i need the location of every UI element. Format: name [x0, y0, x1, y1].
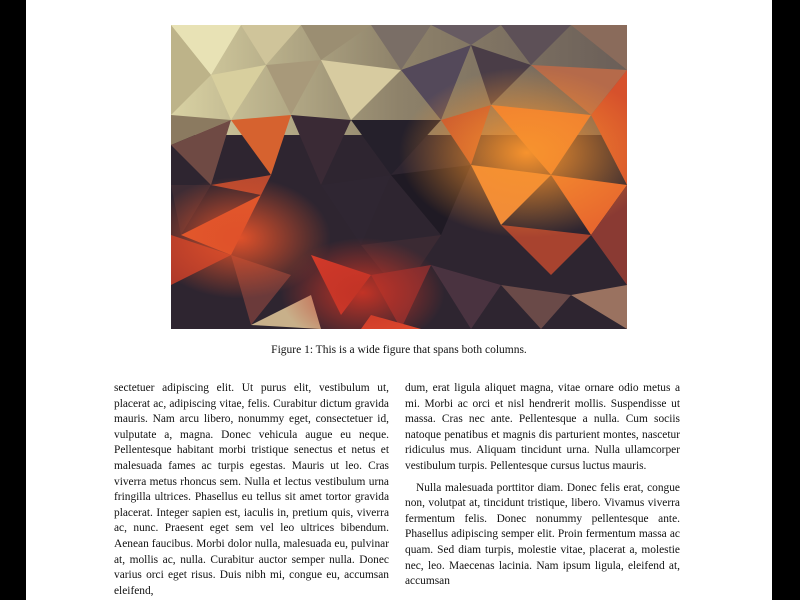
- paragraph: Nulla malesuada porttitor diam. Donec felis erat, congue non, volutpat at, tincidunt tristique, libero. Vivamus viverra fermentum felis. Donec nonummy pellentesque ante. Phasellus adipiscing semper elit. Proin fermentum massa ac quam. Sed diam turpis, molestie vitae, placerat a, molestie nec, leo. Maecenas lacinia. Nam ipsum ligula, eleifend at, accumsan: [405, 481, 680, 588]
- document-page: [26, 0, 772, 600]
- paragraph: dum, erat ligula aliquet magna, vitae ornare odio metus a mi. Morbi ac orci et nisl hendrerit mollis. Suspendisse ut massa. Cras nec ante. Pellentesque a nulla. Cum sociis natoque penatibus et magnis dis parturient montes, nascetur ridiculus mus. Aliquam tincidunt urna. Nulla ullamcorper vestibulum turpis. Pellentesque cursus luctus mauris.: [405, 382, 680, 472]
- right-column: [405, 381, 680, 590]
- figure-lowpoly-image: [171, 25, 627, 329]
- left-column: [114, 381, 389, 599]
- figure-caption: Figure 1: This is a wide figure that spans both columns.: [271, 344, 527, 356]
- paragraph: sectetuer adipiscing elit. Ut purus elit, vestibulum ut, placerat ac, adipiscing vitae, felis. Curabitur dictum gravida mauris. Nam arcu libero, nonummy eget, consectetuer id, vulputate a, magna. Donec vehicula augue eu neque. Pellentesque habitant morbi tristique senectus et netus et malesuada fames ac turpis egestas. Mauris ut leo. Cras viverra metus rhoncus sem. Nulla et lectus vestibulum urna fringilla ultrices. Phasellus eu tellus sit amet tortor gravida placerat. Integer sapien est, iaculis in, pretium quis, viverra ac, nunc. Praesent eget sem vel leo ultrices bibendum. Aenean faucibus. Morbi dolor nulla, malesuada eu, pulvinar at, mollis ac, nulla. Curabitur auctor semper nulla. Donec varius orci eget risus. Duis nibh mi, congue eu, accumsan eleifend,: [114, 382, 389, 597]
